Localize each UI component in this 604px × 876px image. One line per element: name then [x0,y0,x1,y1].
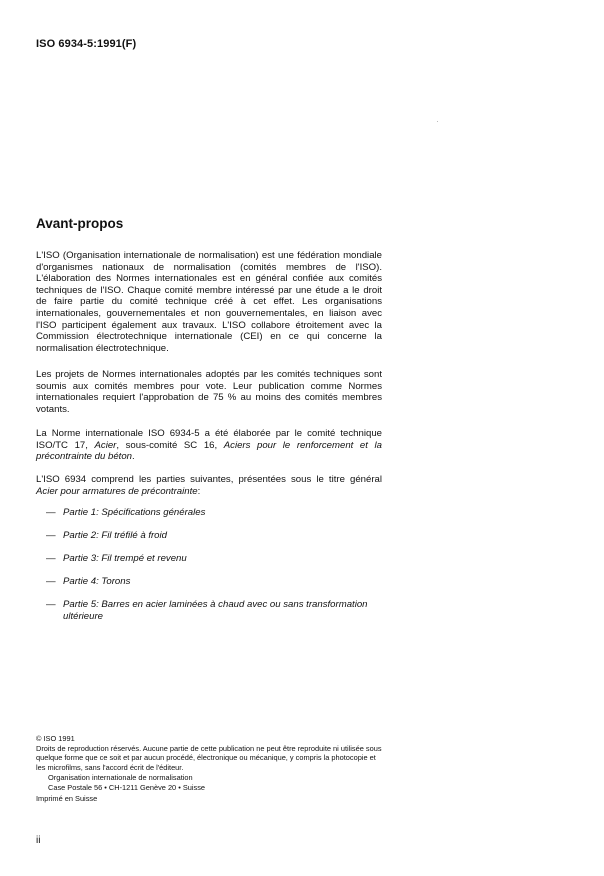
paragraph-text: : [197,485,201,497]
dash-bullet: — [46,529,56,541]
dash-bullet: — [46,598,56,610]
part-title: Fil trempé et revenu [101,552,187,564]
foreword-paragraph-3 [36,428,382,463]
general-title: Acier pour armatures de précontrainte [36,485,198,497]
scan-speck [437,121,438,122]
paragraph-text: L'ISO 6934 comprend les parties suivantes, présentées sous le titre général [36,474,382,485]
page-number: ii [36,835,41,846]
committee-name: Acier [94,439,117,451]
part-title: Torons [101,575,131,587]
parts-list [46,507,382,634]
part-title: Fil tréfilé à froid [101,529,167,541]
part-title: Barres en acier laminées à chaud avec ou sans transformation ultérieure [63,598,368,622]
part-number: Partie 1: [63,507,99,518]
part-number: Partie 2: [63,529,99,541]
organization-name: Organisation internationale de normalisation [48,772,193,782]
list-item [46,576,382,588]
list-item [46,553,382,565]
dash-bullet: — [46,575,56,587]
paragraph-text: , sous-comité SC 16, [116,439,224,451]
postal-address: Case Postale 56 • CH-1211 Genève 20 • Suisse [48,782,206,792]
list-item [46,599,382,622]
rights-notice: Droits de reproduction réservés. Aucune partie de cette publication ne peut être reproduite ni utilisée sous quelque forme que ce soit et par aucun procédé, électronique ou mécanique, y compris la photocopie et les microfilms, sans l'accord écrit de l'éditeur. [36,743,382,773]
part-number: Partie 5: [63,598,99,610]
copyright-block [36,734,382,804]
subcommittee-name: Aciers pour le renforcement et la précontrainte du béton [36,439,382,463]
foreword-paragraph-4 [36,474,382,497]
dash-bullet: — [46,507,56,518]
document-reference: ISO 6934-5:1991(F) [36,38,137,50]
part-title: Spécifications générales [101,507,206,518]
copyright-line: © ISO 1991 [36,734,75,743]
list-item [46,530,382,542]
dash-bullet: — [46,552,56,564]
part-number: Partie 4: [63,575,99,587]
list-item [46,507,382,519]
printed-notice: Imprimé en Suisse [36,794,98,804]
foreword-paragraph-1: L'ISO (Organisation internationale de normalisation) est une fédération mondiale d'organismes nationaux de normalisation (comités membres de l'ISO). L'élaboration des Normes internationales est en général confiée aux comités techniques de l'ISO. Chaque comité membre intéressé par une étude a le droit de faire partie du comité technique créé à cet effet. Les organisations internationales, gouvernementales et non gouvernementales, en liaison avec l'ISO participent également aux travaux. L'ISO collabore étroitement avec la Commission électrotechnique internationale (CEI) en ce qui concerne la normalisation électrotechnique. [36,250,382,354]
part-number: Partie 3: [63,552,99,564]
foreword-paragraph-2: Les projets de Normes internationales adoptés par les comités techniques sont soumis aux comités membres pour vote. Leur publication comme Normes internationales requiert l'approbation de 75 % au moins des comités membres votants. [36,369,382,415]
paragraph-text: . [132,451,135,463]
section-title: Avant-propos [36,216,124,231]
paragraph-text: La Norme internationale ISO 6934-5 a été élaborée par le comité technique ISO/TC 17, [36,428,382,451]
